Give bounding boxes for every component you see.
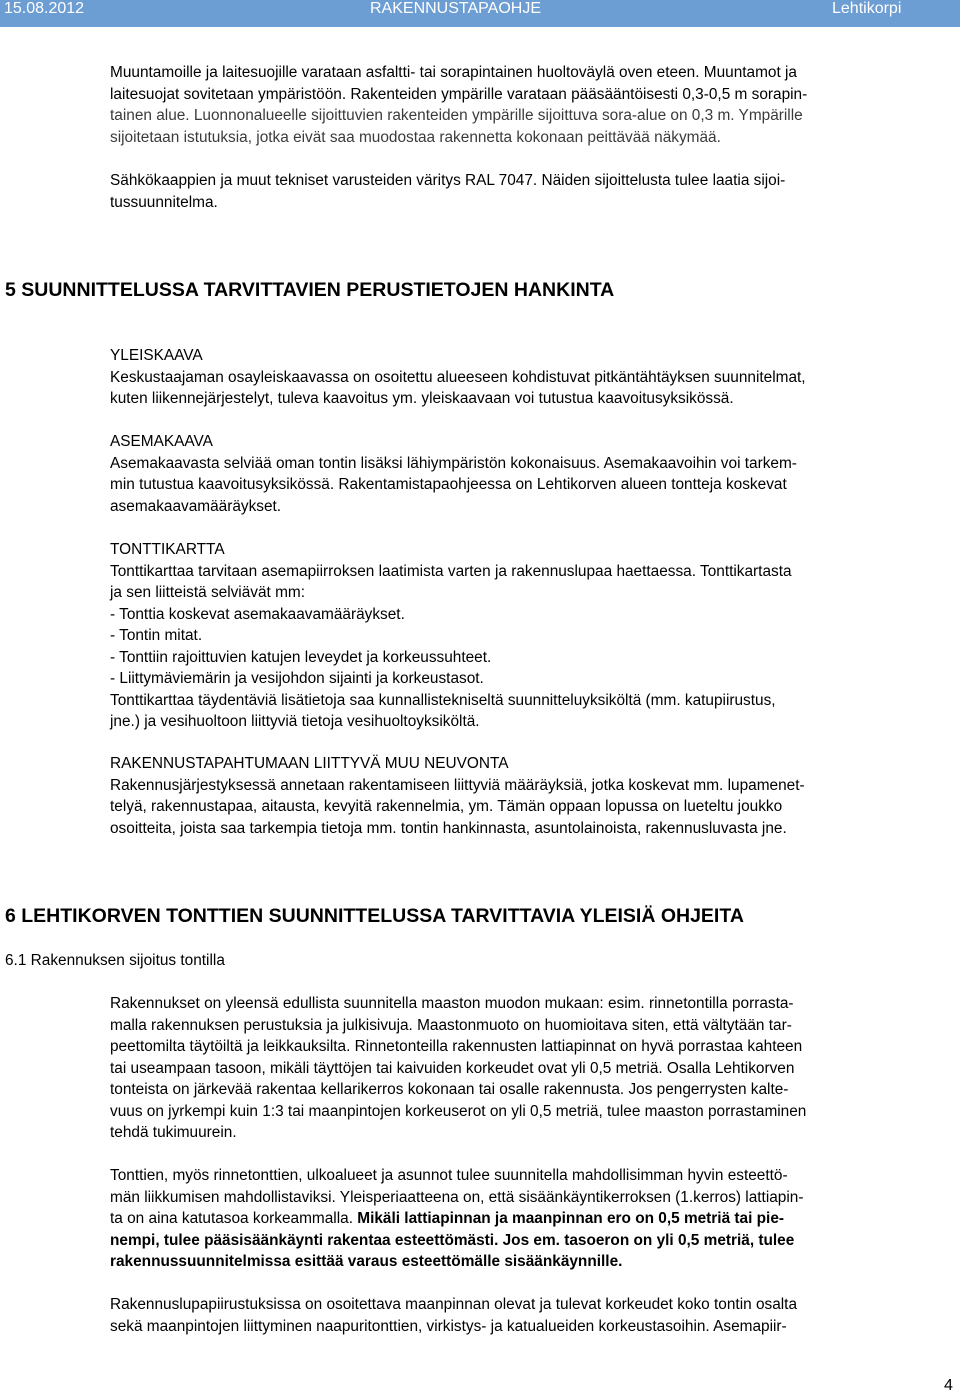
text-line: tainen alue. Luonnonalueelle sijoittuvien rakenteiden ympärille sijoittuva sora-alue on 0,3 m. Ympärille	[110, 107, 803, 124]
text-line: ja sen liitteistä selviävät mm:	[110, 584, 306, 601]
text-line: jne.) ja vesihuoltoon liittyviä tietoja vesihuoltoyksiköltä.	[110, 713, 480, 730]
list-item: - Tonttiin rajoittuvien katujen leveydet ja korkeussuhteet.	[110, 648, 492, 666]
asemakaava-block	[110, 431, 950, 517]
text-line: telyä, rakennustapaa, aitausta, kevyitä rakennelmia, ym. Tämän oppaan lopussa on lueteltu joukko	[110, 798, 783, 815]
text-line: tehdä tukimuurein.	[110, 1124, 237, 1141]
section-5-heading: 5 SUUNNITTELUSSA TARVITTAVIEN PERUSTIETOJEN HANKINTA	[5, 279, 615, 301]
text-line: min tutustua kaavoitusyksikössä. Rakentamistapaohjeessa on Lehtikorven alueen tontteja koskevat	[110, 476, 787, 493]
tonttikartta-block	[110, 539, 950, 733]
text-line: tai useampaan tasoon, mikäli täyttöjen tai kaivuiden korkeudet ovat yli 0,5 metriä. Osalla Lehtikorven	[110, 1059, 795, 1077]
text-line-bold: nempi, tulee pääsisäänkäynti rakentaa esteettömästi. Jos em. tasoeron on yli 0,5 metriä, tulee	[110, 1231, 795, 1249]
list-item: - Tonttia koskevat asemakaavamääräykset.	[110, 605, 405, 623]
text-line: Muuntamoille ja laitesuojille varataan asfaltti- tai sorapintainen huoltoväylä oven eteen. Muuntamot ja	[110, 64, 797, 81]
list-item: - Tontin mitat.	[110, 627, 203, 644]
text-line: kuten liikennejärjestelyt, tuleva kaavoitus ym. yleiskaavaan voi tutustua kaavoitusyksikössä.	[110, 390, 734, 407]
text-line: Rakennusjärjestyksessä annetaan rakentamiseen liittyviä määräyksiä, jotka koskevat mm. lupamenet-	[110, 776, 805, 794]
text-line: Asemakaavasta selviää oman tontin lisäksi lähiympäristön kokonaisuus. Asemakaavoihin voi tarkem-	[110, 454, 797, 472]
text-line: tonteista on järkevää rakentaa kellarikerros kokonaan tai osalle rakennusta. Jos pengerrysten kalte-	[110, 1081, 789, 1098]
section-6-heading: 6 LEHTIKORVEN TONTTIEN SUUNNITTELUSSA TARVITTAVIA YLEISIÄ OHJEITA	[5, 905, 744, 927]
section-6-paragraph-2	[110, 1165, 950, 1273]
yleiskaava-block	[110, 345, 950, 410]
asemakaava-label: ASEMAKAAVA	[110, 433, 213, 450]
text-bold: Mikäli lattiapinnan ja maanpinnan ero on 0,5 metriä tai pie-	[357, 1210, 785, 1227]
text-line: sijoitetaan istutuksia, jotka eivät saa muodostaa rakennetta kokonaan peittävää näkymää.	[110, 128, 721, 146]
section-6-1-heading: 6.1 Rakennuksen sijoitus tontilla	[5, 952, 225, 969]
intro-paragraph-2	[110, 170, 950, 213]
text-line: Keskustaajaman osayleiskaavassa on osoitettu alueeseen kohdistuvat pitkäntähtäyksen suunnitelmat,	[110, 368, 806, 386]
header-place: Lehtikorpi	[832, 0, 902, 17]
text-line: Tonttikarttaa tarvitaan asemapiirroksen laatimista varten ja rakennuslupaa haettaessa. Tonttikartasta	[110, 562, 792, 580]
text-line: Sähkökaappien ja muut tekniset varusteiden väritys RAL 7047. Näiden sijoittelusta tulee laatia sijoi-	[110, 172, 786, 189]
text-line: malla rakennuksen perustuksia ja julkisivuja. Maastonmuoto on huomioitava siten, että vältytään tar-	[110, 1016, 792, 1034]
text-line: Tonttikarttaa täydentäviä lisätietoja saa kunnallistekniseltä suunnitteluyksiköltä (mm. katupiirustus,	[110, 691, 776, 709]
text-line: peettomilta täytöiltä ja leikkauksilta. Rinnetonteilla rakennusten lattiapinnat on hyvä porrastaa kahteen	[110, 1038, 803, 1055]
section-6-paragraph-1	[110, 993, 950, 1144]
yleiskaava-label: YLEISKAAVA	[110, 347, 203, 364]
text-line: Rakennuslupapiirustuksissa on osoitettava maanpinnan olevat ja tulevat korkeudet koko tontin osalta	[110, 1296, 798, 1313]
text-line-mixed	[110, 1208, 950, 1230]
text-line: tussuunnitelma.	[110, 193, 218, 211]
list-item: - Liittymäviemärin ja vesijohdon sijainti ja korkeustasot.	[110, 670, 484, 687]
text-line: laitesuojat sovitetaan ympäristöön. Rakenteiden ympärille varataan pääsääntöisesti 0,3-0,5 m sorapin-	[110, 85, 808, 103]
text-normal: ta on aina katutasoa korkeammalla.	[110, 1210, 358, 1227]
neuvonta-label: RAKENNUSTAPAHTUMAAN LIITTYVÄ MUU NEUVONTA	[110, 755, 509, 772]
intro-paragraph-1	[110, 62, 950, 148]
text-line: Rakennukset on yleensä edullista suunnitella maaston muodon mukaan: esim. rinnetontilla porrasta-	[110, 995, 794, 1012]
header-title: RAKENNUSTAPAOHJE	[370, 0, 541, 17]
text-line: osoitteita, joista saa tarkempia tietoja mm. tontin hankinnasta, asuntolainoista, rakennusluvasta jne.	[110, 819, 787, 837]
page-header	[0, 0, 960, 27]
section-6-paragraph-3	[110, 1294, 950, 1337]
text-line: asemakaavamääräykset.	[110, 497, 282, 515]
page-number: 4	[944, 1377, 953, 1394]
text-line: sekä maanpintojen liittyminen naapuritonttien, virkistys- ja katualueiden korkeustasoihin. Asemapiir-	[110, 1317, 787, 1335]
text-line: män liikkumisen mahdollistaviksi. Yleisperiaatteena on, että sisäänkäyntikerroksen (1.kerros) lattiapin-	[110, 1188, 804, 1206]
header-date: 15.08.2012	[4, 0, 85, 17]
neuvonta-block	[110, 753, 950, 839]
tonttikartta-label: TONTTIKARTTA	[110, 541, 225, 558]
text-line: Tonttien, myös rinnetonttien, ulkoalueet ja asunnot tulee suunnitella mahdollisimman hyvin esteettö-	[110, 1167, 788, 1184]
text-line-bold: rakennussuunnitelmissa esittää varaus esteettömälle sisäänkäynnille.	[110, 1253, 623, 1270]
text-line: vuus on jyrkempi kuin 1:3 tai maanpintojen korkeuserot on yli 0,5 metriä, tulee maaston porrastaminen	[110, 1102, 807, 1120]
